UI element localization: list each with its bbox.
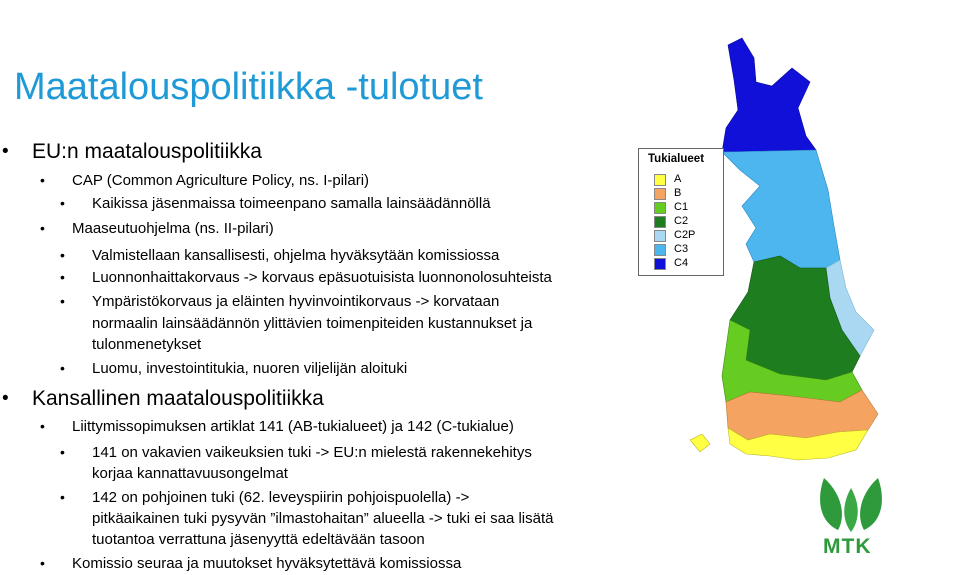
bullet-text: pitkäaikainen tuki pysyvän ”ilmastohaitan” alueella -> tuki ei saa lisätä [92,510,554,527]
bullet-marker: • [60,360,65,376]
legend-label: C1 [674,201,689,213]
bullet-text: CAP (Common Agriculture Policy, ns. I-pilari) [72,172,370,189]
bullet-text: Luomu, investointitukia, nuoren viljelijän aloituki [92,360,408,377]
bullet-marker: • [60,247,65,263]
bullet-text: Ympäristökorvaus ja eläinten hyvinvointikorvaus -> korvataan [92,293,500,310]
bullet-marker: • [2,388,9,409]
bullet-text: Kaikissa jäsenmaissa toimeenpano samalla lainsäädännöllä [92,195,491,212]
bullet-text: Liittymissopimuksen artiklat 141 (AB-tukialueet) ja 142 (C-tukialue) [72,418,514,435]
legend-swatch [654,202,666,214]
bullet-marker: • [40,172,45,188]
bullet-marker: • [2,141,9,162]
map-area-c3 [722,150,840,268]
legend-swatch [654,174,666,186]
bullet-text: normaalin lainsäädännön ylittävien toimenpiteiden kustannukset ja [92,315,533,332]
bullet-marker: • [40,220,45,236]
bullet-marker: • [40,418,45,434]
legend-label: C2 [674,215,689,227]
legend-label: C2P [674,229,696,241]
bullet-text: 142 on pohjoinen tuki (62. leveyspiirin pohjoispuolella) -> [92,489,470,506]
map-legend [638,148,724,276]
bullet-marker: • [60,444,65,460]
bullet-marker: • [60,293,65,309]
map-area-aland [690,434,710,452]
bullet-text: tulonmenetykset [92,336,202,353]
legend-swatch [654,258,666,270]
legend-title: Tukialueet [648,153,705,165]
legend-label: A [674,173,682,185]
bullet-text: Valmistellaan kansallisesti, ohjelma hyväksytään komissiossa [92,247,500,264]
bullet-marker: • [60,269,65,285]
legend-label: C4 [674,257,689,269]
bullet-text: Kansallinen maatalouspolitiikka [32,387,324,410]
legend-swatch [654,188,666,200]
bullet-text: EU:n maatalouspolitiikka [32,140,262,163]
bullet-text: Maaseutuohjelma (ns. II-pilari) [72,220,274,237]
legend-label: B [674,187,682,199]
bullet-marker: • [60,489,65,505]
legend-label: C3 [674,243,689,255]
bullet-text: tuotantoa verrattuna jäsenyyttä edeltävään tasoon [92,531,425,548]
finland-support-area-map [630,30,960,575]
map-area-c4 [722,38,816,156]
bullet-marker: • [60,195,65,211]
logo-text: MTK [823,535,872,558]
legend-swatch [654,244,666,256]
bullet-text: Luonnonhaittakorvaus -> korvaus epäsuotuisista luonnonolosuhteista [92,269,552,286]
bullet-text: korjaa kannattavuusongelmat [92,465,288,482]
legend-swatch [654,230,666,242]
bullet-marker: • [40,555,45,571]
legend-swatch [654,216,666,228]
bullet-text: 141 on vakavien vaikeuksien tuki -> EU:n mielestä rakennekehitys [92,444,532,461]
bullet-text: Komissio seuraa ja muutokset hyväksytettävä komissiossa [72,555,462,572]
slide-title: Maatalouspolitiikka -tulotuet [14,66,483,108]
